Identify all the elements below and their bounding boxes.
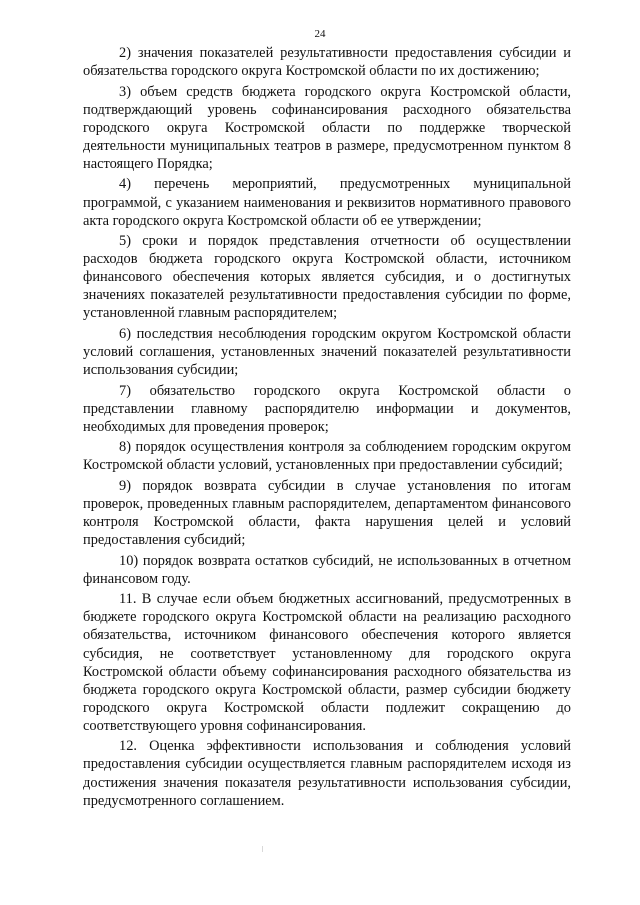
paragraph-item-8: 8) порядок осуществления контроля за соблюдением городским округом Костромской области условий, установленных при предоставлении субсидий; [83, 439, 571, 474]
paragraph-section-12: 12. Оценка эффективности использования и соблюдения условий предоставления субсидии осуществляется главным распорядителем исходя из достижения значения показателя результативности использования субсидии, предусмотренного соглашением. [83, 738, 571, 809]
document-body [83, 44, 571, 812]
paragraph-item-6: 6) последствия несоблюдения городским округом Костромской области условий соглашения, установленных значений показателей результативности использования субсидии; [83, 325, 571, 379]
paragraph-item-2: 2) значения показателей результативности предоставления субсидии и обязательства городского округа Костромской области по их достижению; [83, 45, 571, 80]
paragraph-item-4: 4) перечень мероприятий, предусмотренных муниципальной программой, с указанием наименования и реквизитов нормативного правового акта городского округа Костромской области об ее утверждении; [83, 176, 571, 229]
paragraph-section-11: 11. В случае если объем бюджетных ассигнований, предусмотренных в бюджете городского округа Костромской области на реализацию расходного обязательства, источником финансового обеспечения которого является субсидия, не соответствует установленному для городского округа Костромской области объему софинансирования расходного обязательства из бюджета городского округа Костромской области, размер субсидии бюджету городского округа Костромской области подлежит сокращению до соответствующего уровня софинансирования. [83, 591, 571, 734]
paragraph-item-9: 9) порядок возврата субсидии в случае установления по итогам проверок, проведенных главным распорядителем, департаментом финансового контроля Костромской области, факта нарушения целей и условий предоставления субсидий; [83, 477, 571, 549]
paragraph-item-5: 5) сроки и порядок представления отчетности об осуществлении расходов бюджета городского округа Костромской области, источником финансового обеспечения которых является субсидия, и о достигнутых значениях показателей результативности предоставления субсидии по форме, установленной главным распорядителем; [83, 233, 571, 322]
paragraph-item-10: 10) порядок возврата остатков субсидий, не использованных в отчетном финансовом году. [83, 552, 571, 587]
paragraph-item-3: 3) объем средств бюджета городского округа Костромской области, подтверждающий уровень софинансирования расходного обязательства городского округа Костромской области по поддержке творческой деятельности муниципальных театров в размере, предусмотренном пунктом 8 настоящего Порядка; [83, 83, 571, 172]
page-number: 24 [314, 28, 326, 40]
scan-artifact [262, 846, 263, 852]
paragraph-item-7: 7) обязательство городского округа Костромской области о представлении главному распорядителю информации и документов, необходимых для проведения проверок; [83, 382, 571, 435]
